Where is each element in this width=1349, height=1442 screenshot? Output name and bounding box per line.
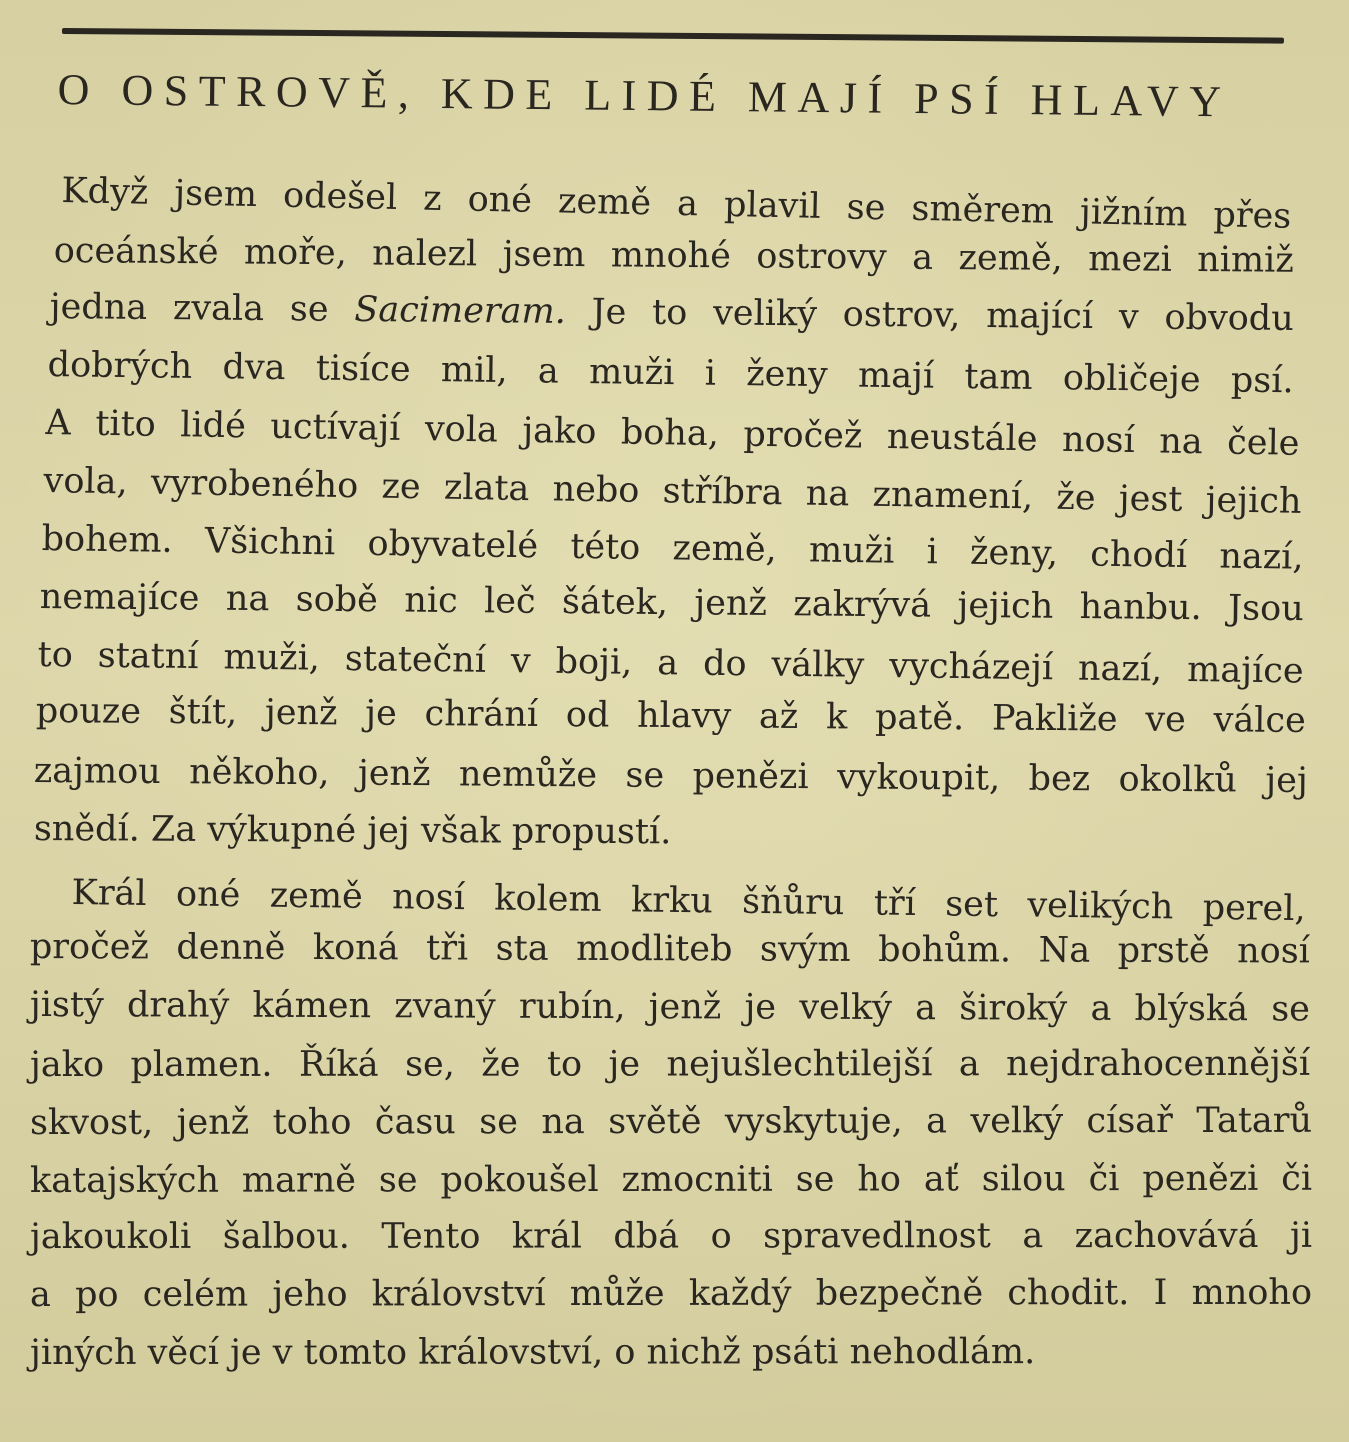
text-line: jiných věcí je v tomto království, o nichž psáti nehodlám.	[30, 1332, 1036, 1373]
text-line: vola, vyrobeného ze zlata nebo stříbra na znamení, že jest jejich	[43, 460, 1302, 522]
text-line: jako plamen. Říká se, že to je nejušlechtilejší a nejdrahocennější	[30, 1043, 1311, 1085]
text-line: to statní muži, stateční v boji, a do války vycházejí nazí, majíce	[37, 634, 1304, 692]
text-line	[50, 284, 1294, 343]
text-line: a po celém jeho království může každý bezpečně chodit. I mnoho	[30, 1272, 1313, 1315]
place-name: Sacimeram.	[354, 289, 567, 332]
text-line: oceánské moře, nalezl jsem mnohé ostrovy a země, mezi nimiž	[53, 230, 1294, 281]
text-line: A tito lidé uctívají vola jako boha, pročež neustále nosí na čele	[45, 402, 1300, 464]
text-line: Král oné země nosí kolem krku šňůru tří set velikých perel,	[71, 872, 1306, 930]
text-line: pročež denně koná tři sta modliteb svým bohům. Na prstě nosí	[29, 927, 1310, 972]
text-line: jakoukoli šalbou. Tento král dbá o spravedlnost a zachovává ji	[30, 1215, 1313, 1257]
text-line: bohem. Všichni obyvatelé této země, muži i ženy, chodí nazí,	[41, 518, 1304, 578]
chapter-title: O OSTROVĚ, KDE LIDÉ MAJÍ PSÍ HLAVY	[57, 64, 1232, 127]
text-line: dobrých dva tisíce mil, a muži i ženy mají tam obličeje psí.	[47, 344, 1294, 402]
text-line: Když jsem odešel z oné země a plavil se směrem jižním přes	[61, 170, 1292, 237]
text-segment: Je to veliký ostrov, mající v obvodu	[565, 291, 1294, 339]
text-line: nemajíce na sobě nic leč šátek, jenž zakrývá jejich hanbu. Jsou	[39, 576, 1304, 630]
text-line: jistý drahý kámen zvaný rubín, jenž je velký a široký a blýská se	[29, 985, 1310, 1030]
text-line: katajských marně se pokoušel zmocniti se ho ať silou či penězi či	[30, 1158, 1313, 1201]
text-segment: jedna zvala se	[49, 286, 355, 330]
text-line: skvost, jenž toho času se na světě vyskytuje, a velký císař Tatarů	[30, 1100, 1313, 1143]
text-line: snědí. Za výkupné jej však propustí.	[33, 808, 672, 853]
text-line: pouze štít, jenž je chrání od hlavy až k patě. Pakliže ve válce	[35, 690, 1306, 741]
text-line: zajmou někoho, jenž nemůže se penězi vykoupit, bez okolků jej	[33, 750, 1308, 802]
